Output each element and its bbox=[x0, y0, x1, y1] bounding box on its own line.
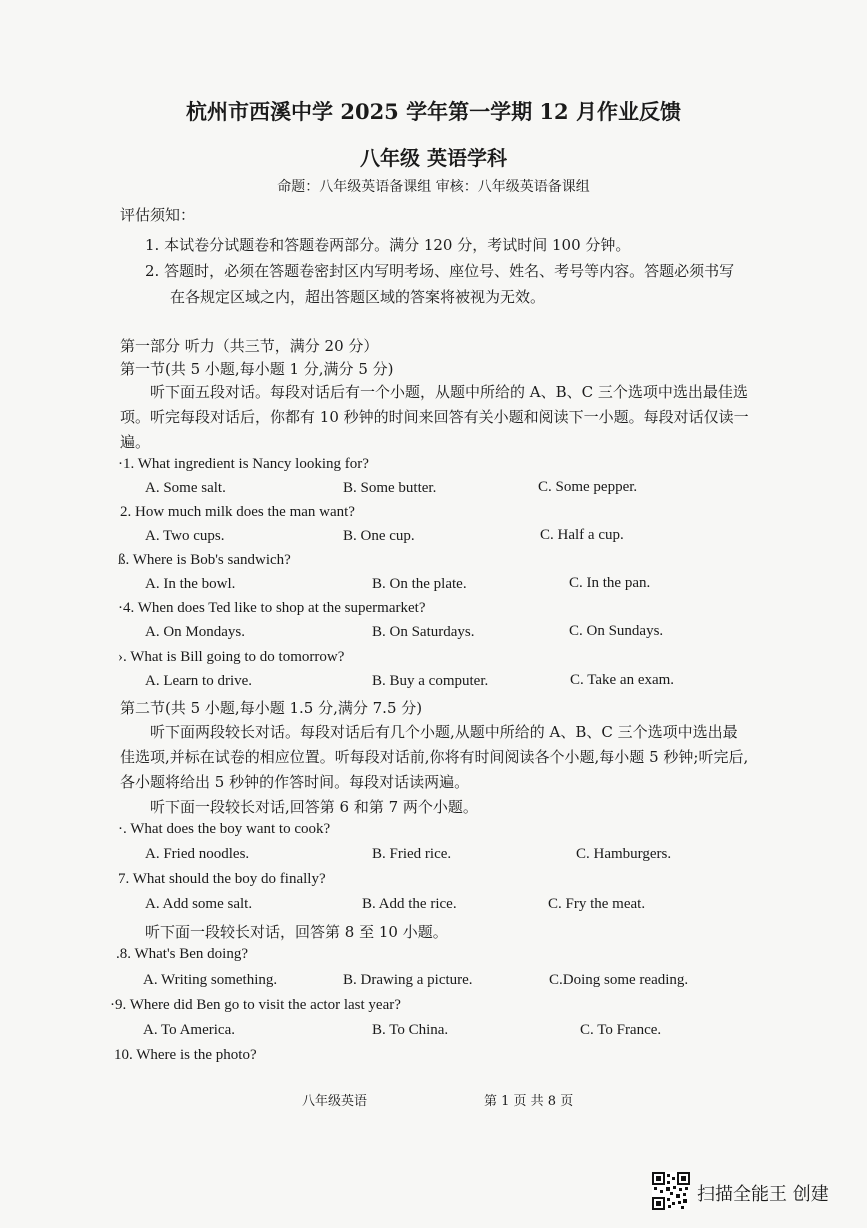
exam-title: 杭州市西溪中学 2025 学年第一学期 12 月作业反馈 bbox=[186, 99, 681, 124]
section2-heading: 第二节(共 5 小题,每小题 1.5 分,满分 7.5 分) bbox=[120, 699, 423, 717]
question-2-option-c: C. Half a cup. bbox=[540, 527, 624, 543]
question-7-option-b: B. Add the rice. bbox=[362, 896, 457, 912]
question-8-option-b: B. Drawing a picture. bbox=[343, 972, 473, 988]
question-7-stem: 7. What should the boy do finally? bbox=[118, 871, 326, 887]
question-4-stem: ·4. When does Ted like to shop at the supermarket? bbox=[118, 600, 426, 616]
question-6-option-c: C. Hamburgers. bbox=[576, 846, 672, 862]
section1-intro-line-1: 听下面五段对话。每段对话后有一个小题，从题中所给的 A、B、C 三个选项中选出最佳选 bbox=[150, 383, 748, 401]
dialog2-intro: 听下面一段较长对话，回答第 8 至 10 小题。 bbox=[145, 923, 448, 941]
question-3-option-c: C. In the pan. bbox=[569, 575, 651, 591]
question-8-stem: .8. What's Ben doing? bbox=[116, 946, 248, 962]
question-3-option-a: A. In the bowl. bbox=[145, 576, 236, 592]
scanner-watermark-text: 扫描全能王 创建 bbox=[697, 1184, 829, 1205]
instruction-item-1: 1. 本试卷分试题卷和答题卷两部分。满分 120 分，考试时间 100 分钟。 bbox=[145, 236, 631, 254]
footer-subject: 八年级英语 bbox=[302, 1094, 368, 1109]
section2-intro-line-1: 听下面两段较长对话。每段对话后有几个小题,从题中所给的 A、B、C 三个选项中选出最 bbox=[150, 723, 738, 741]
question-8-option-a: A. Writing something. bbox=[143, 972, 278, 988]
question-6-option-a: A. Fried noodles. bbox=[145, 846, 250, 862]
question-4-option-a: A. On Mondays. bbox=[145, 624, 245, 640]
question-7-option-c: C. Fry the meat. bbox=[548, 896, 646, 912]
question-3-option-b: B. On the plate. bbox=[372, 576, 467, 592]
question-3-stem: ß. Where is Bob's sandwich? bbox=[118, 552, 291, 568]
question-5-option-b: B. Buy a computer. bbox=[372, 673, 489, 689]
question-4-option-c: C. On Sundays. bbox=[569, 623, 664, 639]
question-1-option-c: C. Some pepper. bbox=[538, 479, 638, 495]
question-9-stem: ·9. Where did Ben go to visit the actor last year? bbox=[110, 997, 401, 1013]
instruction-item-2-line-2: 在各规定区域之内，超出答题区域的答案将被视为无效。 bbox=[170, 288, 546, 306]
dialog1-intro: 听下面一段较长对话,回答第 6 和第 7 两个小题。 bbox=[150, 798, 478, 816]
question-9-option-a: A. To America. bbox=[143, 1022, 235, 1038]
question-1-stem: ·1. What ingredient is Nancy looking for? bbox=[118, 456, 369, 472]
part1-heading: 第一部分 听力（共三节，满分 20 分） bbox=[120, 337, 379, 355]
qr-code-icon bbox=[652, 1172, 690, 1210]
question-8-option-c: C.Doing some reading. bbox=[549, 972, 689, 988]
question-1-option-b: B. Some butter. bbox=[343, 480, 437, 496]
section1-intro-line-3: 遍。 bbox=[120, 433, 151, 451]
question-5-option-a: A. Learn to drive. bbox=[145, 673, 253, 689]
footer-page-number: 第 1 页 共 8 页 bbox=[484, 1094, 574, 1109]
section2-intro-line-2: 佳选项,并标在试卷的相应位置。听每段对话前,你将有时间阅读各个小题,每小题 5 秒钟;听完后, bbox=[120, 748, 749, 766]
exam-meta: 命题：八年级英语备课组 审核：八年级英语备课组 bbox=[277, 179, 590, 195]
question-5-option-c: C. Take an exam. bbox=[570, 672, 675, 688]
question-10-stem: 10. Where is the photo? bbox=[114, 1047, 257, 1063]
question-4-option-b: B. On Saturdays. bbox=[372, 624, 475, 640]
question-1-option-a: A. Some salt. bbox=[145, 480, 226, 496]
instructions-label: 评估须知： bbox=[120, 206, 196, 224]
section1-intro-line-2: 项。听完每段对话后，你都有 10 秒钟的时间来回答有关小题和阅读下一小题。每段对话仅读一 bbox=[120, 408, 749, 426]
question-2-option-b: B. One cup. bbox=[343, 528, 415, 544]
question-6-stem: ·. What does the boy want to cook? bbox=[118, 821, 331, 837]
exam-subtitle: 八年级 英语学科 bbox=[360, 146, 507, 170]
section1-heading: 第一节(共 5 小题,每小题 1 分,满分 5 分) bbox=[120, 360, 394, 378]
question-9-option-b: B. To China. bbox=[372, 1022, 449, 1038]
question-7-option-a: A. Add some salt. bbox=[145, 896, 253, 912]
instruction-item-2-line-1: 2. 答题时，必须在答题卷密封区内写明考场、座位号、姓名、考号等内容。答题必须书写 bbox=[145, 262, 735, 280]
question-6-option-b: B. Fried rice. bbox=[372, 846, 452, 862]
question-5-stem: ›. What is Bill going to do tomorrow? bbox=[118, 649, 345, 665]
question-2-option-a: A. Two cups. bbox=[145, 528, 225, 544]
question-2-stem: 2. How much milk does the man want? bbox=[120, 504, 355, 520]
question-9-option-c: C. To France. bbox=[580, 1022, 662, 1038]
section2-intro-line-3: 各小题将给出 5 秒钟的作答时间。每段对话读两遍。 bbox=[120, 773, 470, 791]
